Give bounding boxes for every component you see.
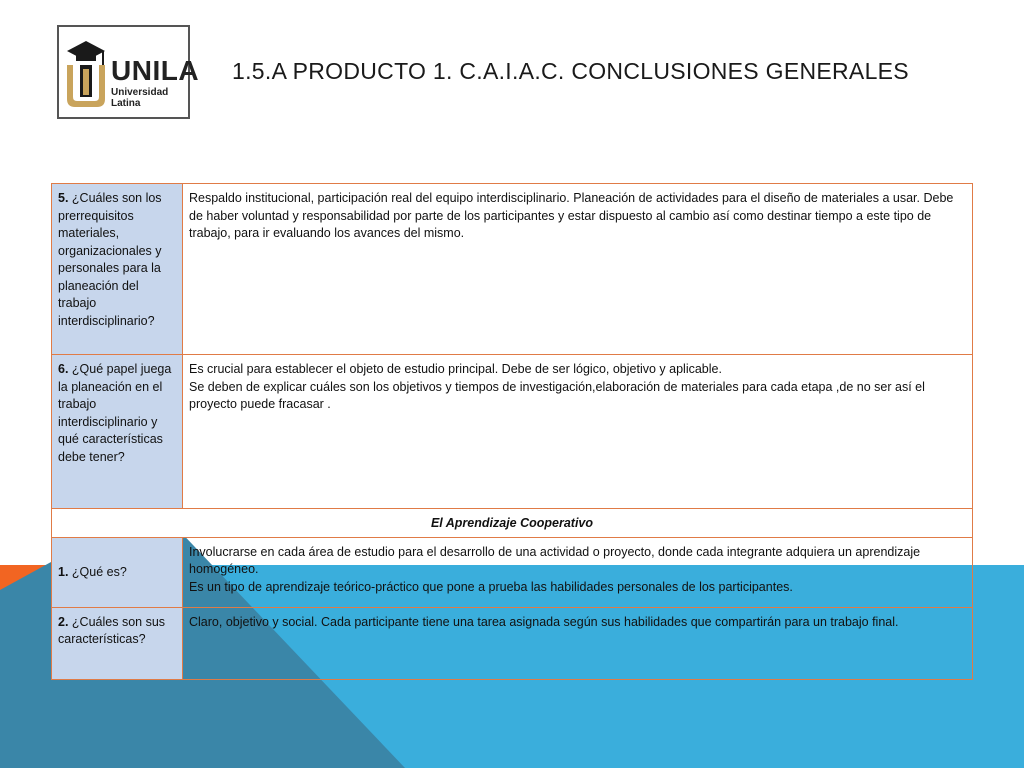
answer-cell: Claro, objetivo y social. Cada participante tiene una tarea asignada según sus habilidades que compartirán para un trabajo final. <box>183 607 973 679</box>
table-row <box>52 537 973 607</box>
answer-cell: Involucrarse en cada área de estudio para el desarrollo de una actividad o proyecto, donde cada integrante adquiera un aprendizaje homogéneo. Es un tipo de aprendizaje teórico-práctico que pone a prueba las habilidades personales de los participantes. <box>183 537 973 607</box>
unila-logo <box>57 25 200 119</box>
question-number: 6. <box>58 362 69 376</box>
question-cell <box>52 184 183 355</box>
logo-name: UNILA <box>111 55 200 86</box>
question-number: 5. <box>58 191 69 205</box>
conclusions-table <box>51 183 973 680</box>
question-text: ¿Cuáles son los prerrequisitos materiales, organizacionales y personales para la planeación del trabajo interdisciplinario? <box>58 191 162 328</box>
answer-cell: Respaldo institucional, participación real del equipo interdisciplinario. Planeación de actividades para el diseño de materiales a usar. Debe de haber voluntad y responsabilidad por parte de los participantes y estar dispuesto al cambio así como destinar tiempo a este tipo de trabajo, para ir evaluando los avances del mismo. <box>183 184 973 355</box>
logo-subtitle: Universidad Latina <box>111 87 169 109</box>
section-row <box>52 509 973 538</box>
table-row <box>52 355 973 509</box>
section-heading: El Aprendizaje Cooperativo <box>52 509 973 538</box>
table-row <box>52 184 973 355</box>
page-title: 1.5.A PRODUCTO 1. C.A.I.A.C. CONCLUSIONES GENERALES <box>232 58 909 84</box>
question-cell <box>52 537 183 607</box>
question-text: ¿Qué es? <box>71 565 127 580</box>
question-cell <box>52 607 183 679</box>
graduation-cap-icon <box>63 35 109 111</box>
table-row <box>52 607 973 679</box>
question-number: 1. <box>58 565 69 580</box>
question-text: ¿Cuáles son sus características? <box>58 614 166 646</box>
question-cell <box>52 355 183 509</box>
question-text: ¿Qué papel juega la planeación en el trabajo interdisciplinario y qué características debe tener? <box>58 362 172 464</box>
answer-cell: Es crucial para establecer el objeto de estudio principal. Debe de ser lógico, objetivo y aplicable. Se deben de explicar cuáles son los objetivos y tiempos de investigación,elaboración de materiales para cada etapa ,de no ser así el proyecto puede fracasar . <box>183 355 973 509</box>
question-number: 2. <box>58 614 69 629</box>
